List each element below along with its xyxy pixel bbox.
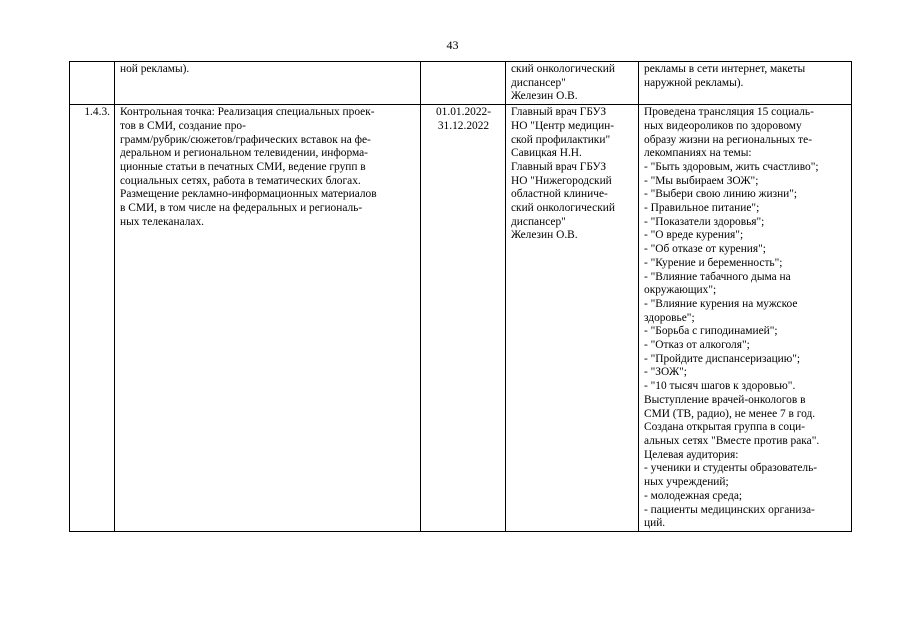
activity-cell: ной рекламы). bbox=[115, 62, 421, 105]
responsible-cell: Главный врач ГБУЗ НО "Центр медицин- ской профилактики" Савицкая Н.Н. Главный врач ГБУЗ НО "Нижегородский областной клиниче- ский онкологический диспансер" Железин О.В. bbox=[506, 105, 639, 532]
dates-cell: 01.01.2022- 31.12.2022 bbox=[421, 105, 506, 532]
activity-cell: Контрольная точка: Реализация специальных проек- тов в СМИ, создание про- грамм/рубрик/сюжетов/графических вставок на фе- деральном и региональном телевидении, информа- ционные статьи в печатных СМИ, ведение групп в социальных сетях, работа в тематических блогах. Размещение рекламно-информационных материалов в СМИ, в том числе на федеральных и региональ- ных телеканалах. bbox=[115, 105, 421, 532]
result-cell: рекламы в сети интернет, макеты наружной рекламы). bbox=[639, 62, 852, 105]
responsible-cell: ский онкологический диспансер" Железин О.В. bbox=[506, 62, 639, 105]
table-row bbox=[70, 62, 852, 105]
page-number: 43 bbox=[446, 38, 459, 52]
row-number-cell bbox=[70, 62, 115, 105]
row-number-cell: 1.4.3. bbox=[70, 105, 115, 532]
table-row bbox=[70, 105, 852, 532]
dates-cell bbox=[421, 62, 506, 105]
plan-table bbox=[69, 61, 852, 532]
result-cell: Проведена трансляция 15 социаль- ных видеороликов по здоровому образу жизни на региональных те- лекомпаниях на темы: - "Быть здоровым, жить счастливо"; - "Мы выбираем ЗОЖ"; - "Выбери свою линию жизни"; - Правильное питание"; - "Показатели здоровья"; - "О вреде курения"; - "Об отказе от курения"; - "Курение и беременность"; - "Влияние табачного дыма на окружающих"; - "Влияние курения на мужское здоровье"; - "Борьба с гиподинамией"; - "Отказ от алкоголя"; - "Пройдите диспансеризацию"; - "ЗОЖ"; - "10 тысяч шагов к здоровью". Выступление врачей-онкологов в СМИ (ТВ, радио), не менее 7 в год. Создана открытая группа в соци- альных сетях "Вместе против рака". Целевая аудитория: - ученики и студенты образователь- ных учреждений; - молодежная среда; - пациенты медицинских организа- ций. bbox=[639, 105, 852, 532]
